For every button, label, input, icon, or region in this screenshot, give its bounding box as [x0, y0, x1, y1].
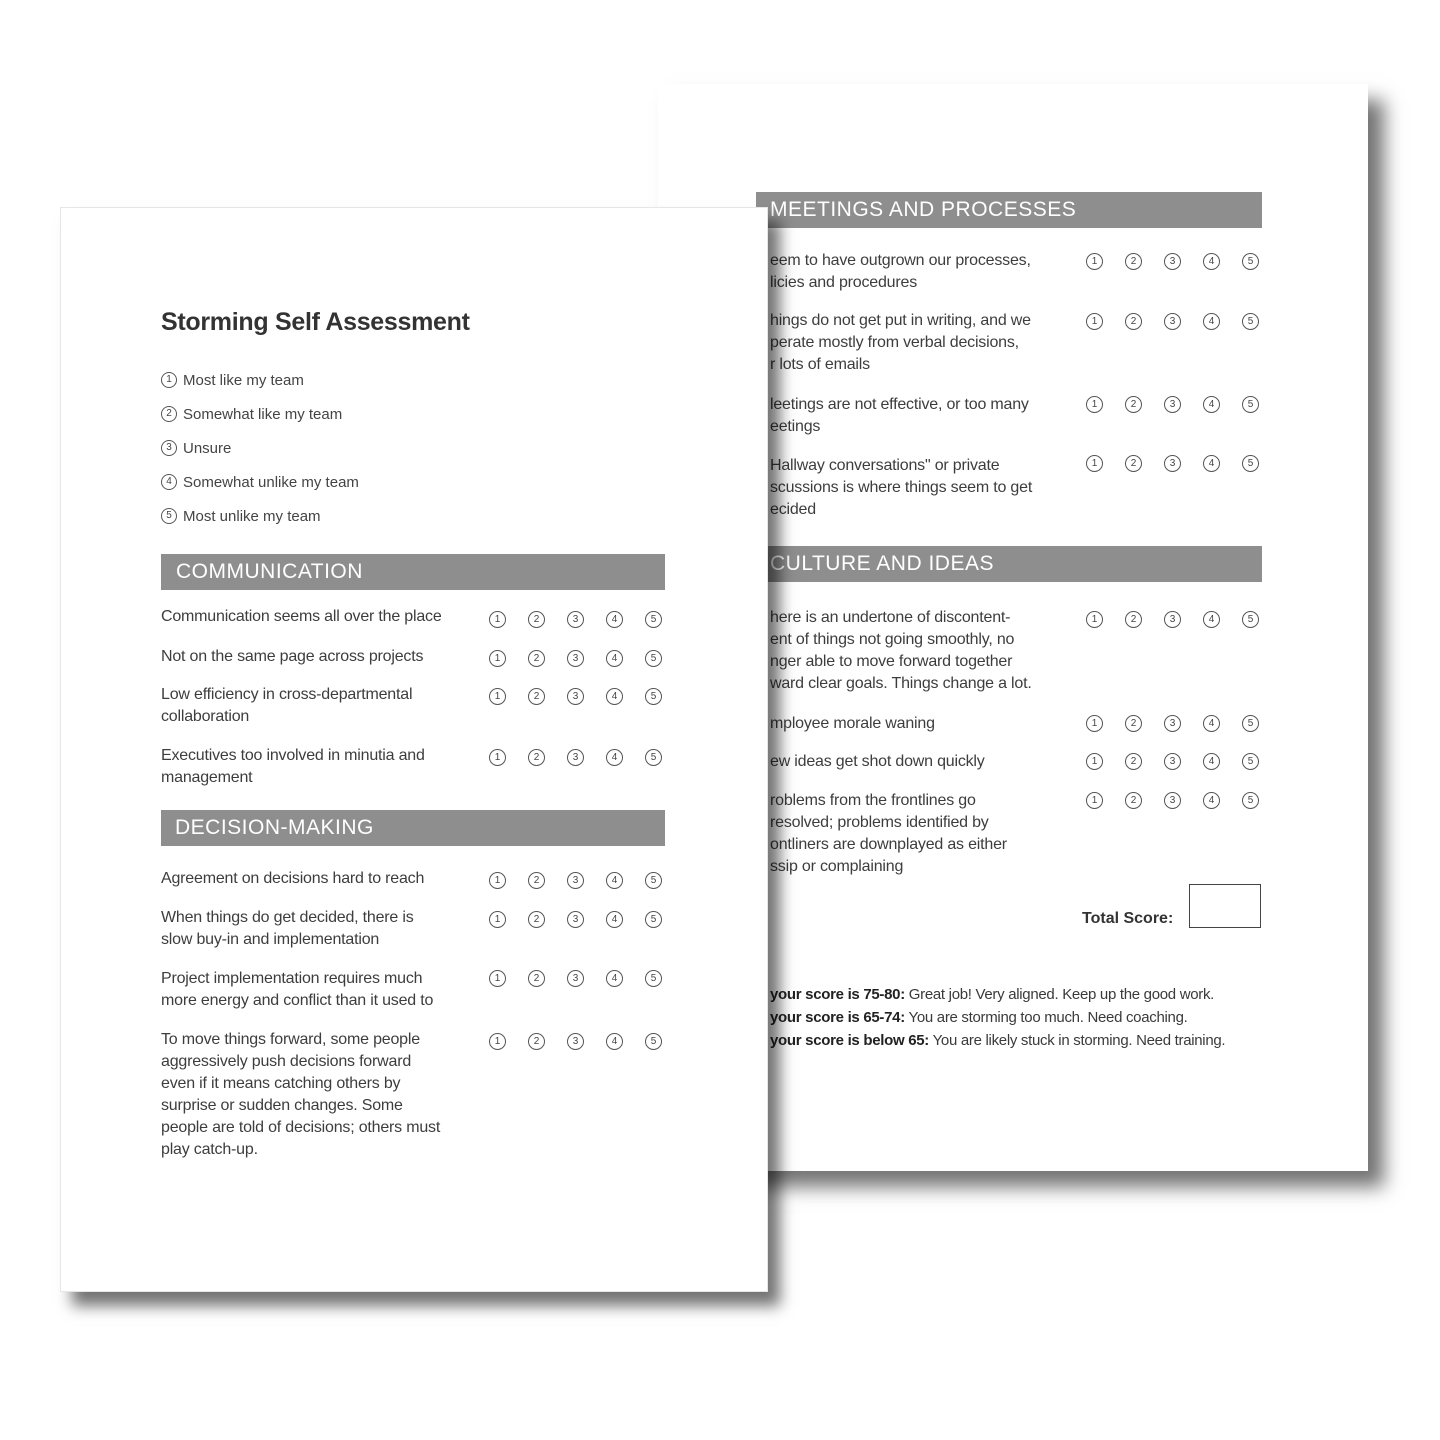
rating-2-option[interactable]: 2 [1125, 455, 1142, 472]
rating-4-option[interactable]: 4 [1203, 253, 1220, 270]
rating-1-option[interactable]: 1 [489, 1033, 506, 1050]
score-guide-line [770, 1032, 1225, 1049]
question-text: here is an undertone of discontent- ent of things not going smoothly, no nger able to move forward together ward clear goals. Things change a lot. [770, 609, 1032, 692]
rating-1-option[interactable]: 1 [489, 650, 506, 667]
rating-4-option[interactable]: 4 [1203, 792, 1220, 809]
rating-options[interactable] [489, 970, 662, 987]
rating-5-option[interactable]: 5 [1242, 753, 1259, 770]
rating-1-option[interactable]: 1 [489, 911, 506, 928]
legend-label: Somewhat unlike my team [183, 473, 359, 491]
legend-label: Most like my team [183, 371, 304, 389]
rating-5-option[interactable]: 5 [645, 911, 662, 928]
rating-2-option[interactable]: 2 [528, 1033, 545, 1050]
rating-3-option[interactable]: 3 [567, 970, 584, 987]
rating-4-option[interactable]: 4 [1203, 715, 1220, 732]
rating-3-option[interactable]: 3 [1164, 313, 1181, 330]
rating-4-option[interactable]: 4 [606, 749, 623, 766]
rating-3-option[interactable]: 3 [567, 872, 584, 889]
rating-5-option[interactable]: 5 [645, 872, 662, 889]
question-text: To move things forward, some people aggressively push decisions forward even if it means catching others by surprise or sudden changes. Some people are told of decisions; others must play catch-up. [161, 1031, 441, 1158]
rating-1-option[interactable]: 1 [1086, 253, 1103, 270]
rating-options[interactable] [1086, 313, 1259, 330]
rating-5-option[interactable]: 5 [1242, 396, 1259, 413]
section-header-decision-making: DECISION-MAKING [161, 810, 665, 846]
rating-4-option[interactable]: 4 [1203, 753, 1220, 770]
rating-5-option[interactable]: 5 [645, 688, 662, 705]
rating-4-option[interactable]: 4 [606, 872, 623, 889]
rating-4-option[interactable]: 4 [606, 1033, 623, 1050]
rating-3-option[interactable]: 3 [567, 611, 584, 628]
question-text: Executives too involved in minutia and management [161, 747, 425, 786]
rating-options[interactable] [1086, 792, 1259, 809]
rating-5-option[interactable]: 5 [645, 611, 662, 628]
page-title: Storming Self Assessment [161, 308, 470, 336]
question-text: roblems from the frontlines go resolved; problems identified by ontliners are downplayed as either ssip or complaining [770, 792, 1007, 875]
score-guide-line [770, 1009, 1188, 1026]
question-text: When things do get decided, there is slow buy-in and implementation [161, 909, 414, 948]
legend-item [161, 499, 359, 533]
rating-5-option[interactable]: 5 [645, 749, 662, 766]
rating-3-option[interactable]: 3 [1164, 455, 1181, 472]
score-meaning: You are storming too much. Need coaching. [904, 1009, 1188, 1026]
rating-2-option[interactable]: 2 [528, 872, 545, 889]
rating-number-icon: 2 [161, 406, 177, 422]
rating-3-option[interactable]: 3 [1164, 753, 1181, 770]
rating-2-option[interactable]: 2 [528, 749, 545, 766]
rating-2-option[interactable]: 2 [1125, 313, 1142, 330]
score-range-label: your score is below 65: [770, 1032, 929, 1049]
rating-5-option[interactable]: 5 [1242, 792, 1259, 809]
rating-2-option[interactable]: 2 [1125, 611, 1142, 628]
rating-4-option[interactable]: 4 [1203, 611, 1220, 628]
rating-3-option[interactable]: 3 [1164, 792, 1181, 809]
rating-options[interactable] [489, 1033, 662, 1050]
score-guide-line [770, 986, 1214, 1003]
rating-4-option[interactable]: 4 [1203, 313, 1220, 330]
rating-4-option[interactable]: 4 [606, 688, 623, 705]
rating-2-option[interactable]: 2 [528, 611, 545, 628]
rating-5-option[interactable]: 5 [1242, 455, 1259, 472]
rating-4-option[interactable]: 4 [606, 911, 623, 928]
rating-options[interactable] [489, 650, 662, 667]
legend-label: Most unlike my team [183, 507, 321, 525]
rating-options[interactable] [489, 749, 662, 766]
rating-4-option[interactable]: 4 [606, 650, 623, 667]
rating-number-icon: 5 [161, 508, 177, 524]
rating-1-option[interactable]: 1 [1086, 715, 1103, 732]
question-text: mployee morale waning [770, 715, 935, 732]
rating-2-option[interactable]: 2 [1125, 715, 1142, 732]
rating-options[interactable] [489, 872, 662, 889]
score-meaning: Great job! Very aligned. Keep up the good work. [904, 986, 1215, 1003]
score-range-label: your score is 75-80: [770, 986, 905, 1003]
legend-item [161, 397, 359, 431]
rating-2-option[interactable]: 2 [528, 688, 545, 705]
rating-5-option[interactable]: 5 [645, 650, 662, 667]
section-header-meetings: MEETINGS AND PROCESSES [756, 192, 1262, 228]
rating-1-option[interactable]: 1 [1086, 455, 1103, 472]
rating-5-option[interactable]: 5 [1242, 253, 1259, 270]
rating-2-option[interactable]: 2 [528, 650, 545, 667]
rating-3-option[interactable]: 3 [1164, 715, 1181, 732]
rating-4-option[interactable]: 4 [1203, 455, 1220, 472]
rating-number-icon: 4 [161, 474, 177, 490]
question-text: ew ideas get shot down quickly [770, 753, 985, 770]
question-text: Not on the same page across projects [161, 648, 424, 665]
question-text: eem to have outgrown our processes, licies and procedures [770, 252, 1031, 291]
question-text: Low efficiency in cross-departmental collaboration [161, 686, 413, 725]
rating-5-option[interactable]: 5 [1242, 611, 1259, 628]
legend-item [161, 431, 359, 465]
question-text: Hallway conversations" or private scussions is where things seem to get ecided [770, 457, 1033, 518]
question-text: Project implementation requires much more energy and conflict than it used to [161, 970, 434, 1009]
rating-3-option[interactable]: 3 [1164, 396, 1181, 413]
legend-label: Unsure [183, 439, 232, 457]
rating-number-icon: 1 [161, 372, 177, 388]
question-text: Communication seems all over the place [161, 608, 442, 625]
rating-1-option[interactable]: 1 [489, 872, 506, 889]
rating-5-option[interactable]: 5 [645, 1033, 662, 1050]
rating-5-option[interactable]: 5 [1242, 715, 1259, 732]
rating-3-option[interactable]: 3 [1164, 611, 1181, 628]
rating-1-option[interactable]: 1 [1086, 611, 1103, 628]
legend-item [161, 465, 359, 499]
rating-options[interactable] [1086, 253, 1259, 270]
rating-3-option[interactable]: 3 [1164, 253, 1181, 270]
rating-2-option[interactable]: 2 [1125, 753, 1142, 770]
total-score-label: Total Score: [1082, 910, 1174, 927]
rating-3-option[interactable]: 3 [567, 911, 584, 928]
question-text: hings do not get put in writing, and we perate mostly from verbal decisions, r lots of emails [770, 312, 1031, 373]
score-range-label: your score is 65-74: [770, 1009, 905, 1026]
total-score-field[interactable] [1189, 884, 1261, 928]
question-text: Agreement on decisions hard to reach [161, 870, 425, 887]
rating-5-option[interactable]: 5 [645, 970, 662, 987]
rating-options[interactable] [1086, 396, 1259, 413]
rating-1-option[interactable]: 1 [489, 970, 506, 987]
rating-options[interactable] [489, 688, 662, 705]
score-meaning: You are likely stuck in storming. Need training. [929, 1032, 1226, 1049]
rating-options[interactable] [1086, 455, 1259, 472]
section-header-communication: COMMUNICATION [161, 554, 665, 590]
rating-2-option[interactable]: 2 [528, 911, 545, 928]
rating-legend [161, 363, 359, 533]
rating-1-option[interactable]: 1 [1086, 396, 1103, 413]
rating-2-option[interactable]: 2 [528, 970, 545, 987]
rating-1-option[interactable]: 1 [489, 611, 506, 628]
legend-item [161, 363, 359, 397]
question-text: leetings are not effective, or too many eetings [770, 396, 1029, 435]
rating-2-option[interactable]: 2 [1125, 253, 1142, 270]
rating-3-option[interactable]: 3 [567, 688, 584, 705]
rating-2-option[interactable]: 2 [1125, 396, 1142, 413]
rating-options[interactable] [489, 611, 662, 628]
rating-1-option[interactable]: 1 [489, 749, 506, 766]
rating-options[interactable] [1086, 753, 1259, 770]
rating-1-option[interactable]: 1 [489, 688, 506, 705]
rating-options[interactable] [1086, 611, 1259, 628]
rating-options[interactable] [1086, 715, 1259, 732]
rating-2-option[interactable]: 2 [1125, 792, 1142, 809]
rating-4-option[interactable]: 4 [606, 970, 623, 987]
rating-3-option[interactable]: 3 [567, 749, 584, 766]
rating-4-option[interactable]: 4 [1203, 396, 1220, 413]
rating-options[interactable] [489, 911, 662, 928]
rating-1-option[interactable]: 1 [1086, 313, 1103, 330]
rating-4-option[interactable]: 4 [606, 611, 623, 628]
legend-label: Somewhat like my team [183, 405, 343, 423]
rating-number-icon: 3 [161, 440, 177, 456]
assessment-page-1 [60, 207, 768, 1292]
rating-3-option[interactable]: 3 [567, 1033, 584, 1050]
rating-1-option[interactable]: 1 [1086, 792, 1103, 809]
section-header-culture: CULTURE AND IDEAS [756, 546, 1262, 582]
rating-5-option[interactable]: 5 [1242, 313, 1259, 330]
rating-1-option[interactable]: 1 [1086, 753, 1103, 770]
rating-3-option[interactable]: 3 [567, 650, 584, 667]
